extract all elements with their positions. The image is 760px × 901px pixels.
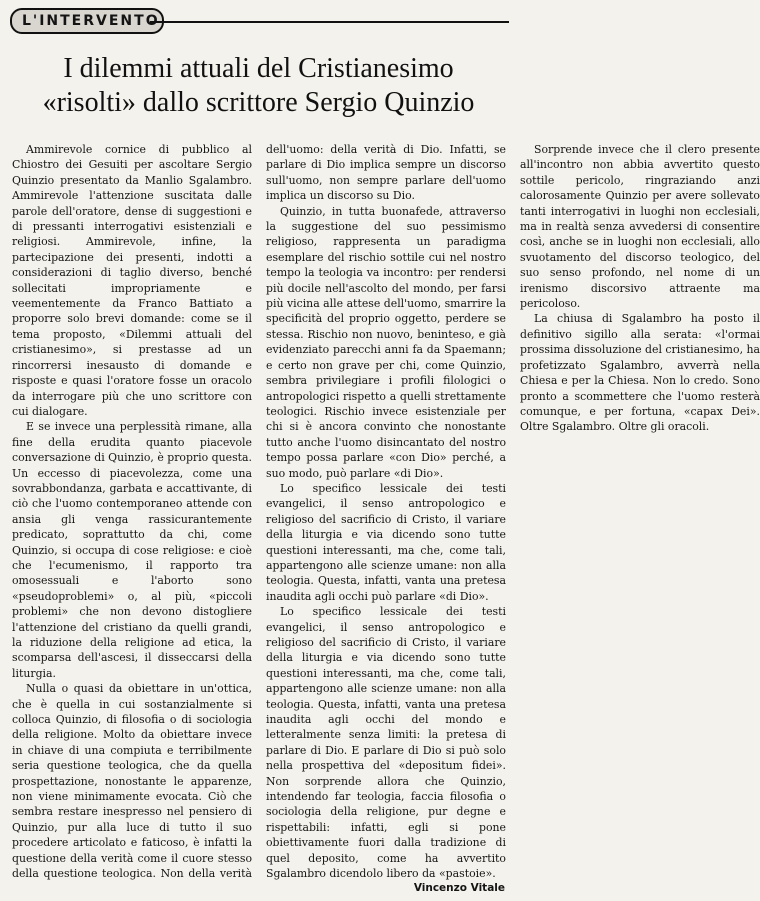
body-paragraph: La chiusa di Sgalambro ha posto il definitivo sigillo alla serata: «l'ormai prossima dissoluzione del cristianesimo, ha profetizzato Sgalambro, avverrà nella Chiesa e per la Chiesa. Non lo credo. Sono pronto a scommettere che l'uomo resterà comunque, e per fortuna, «capax Dei». Oltre Sgalambro. Oltre gli oracoli. xyxy=(520,312,760,434)
rubric-rule xyxy=(150,21,509,23)
body-paragraph: Ammirevole cornice di pubblico al Chiostro dei Gesuiti per ascoltare Sergio Quinzio presentato da Manlio Sgalambro. Ammirevole l'attenzione suscitata dalle parole dell'oratore, dense di suggestioni e di pressanti interrogativi esistenziali e religiosi. Ammirevole, infine, la partecipazione dei presenti, indotti a considerazioni di taglio diverso, benché sollecitati impropriamente e veementemente da Franco Battiato a proporre solo brevi domande: come se il tema proposto, «Dilemmi attuali del cristianesimo», si prestasse ad un rincorrersi inesausto di domande e risposte e quasi l'oratore fosse un oracolo da interrogare più che uno scrittore con cui dialogare. xyxy=(12,143,252,418)
article-body xyxy=(12,142,760,882)
body-paragraph: Sorprende invece che il clero presente all'incontro non abbia avvertito questo sottile pericolo, ringraziando anzi calorosamente Quinzio per avere sollevato tanti interrogativi in luoghi non ecclesiali, ma in realtà senza avvedersi di consentire così, anche se in luoghi non ecclesiali, allo svuotamento del discorso teologico, del suo senso profondo, nel nome di un irenismo discorsivo attraente ma pericoloso. xyxy=(520,143,760,311)
author-byline: Vincenzo Vitale xyxy=(413,882,505,894)
article-headline xyxy=(0,52,517,120)
body-paragraph: Lo specifico lessicale dei testi evangelici, il senso antropologico e religioso del sacrificio di Cristo, il variare della liturgia e via dicendo sono tutte questioni interessanti, ma che, come tali, appartengono alle scienze umane: non alla teologia. Questa, infatti, vanta una pretesa inaudita agli occhi del mondo e letteralmente senza limiti: la pretesa di parlare di Dio. E parlare di Dio si può solo nella prospettiva del «depositum fidei». Non sorprende allora che Quinzio, intendendo far teologia, faccia filosofia o sociologia della religione, pur degne e rispettabili: infatti, egli si pone obiettivamente fuori dalla tradizione di quel deposito, come ha avvertito Sgalambro dicendolo libero da «pastoie». xyxy=(266,605,506,881)
headline-line-2: «risolti» dallo scrittore Sergio Quinzio xyxy=(42,87,475,118)
body-paragraph: Nulla o quasi da obiettare in un'ottica, che è quella in cui sostanzialmente si colloca Quinzio, di filosofia o di sociologia della religione. Molto da obiettare invece in chiave di una compiuta e terribilmente seria questione teologica, che da quella prospettazione, nonostante le apparenze, non viene minimamente evocata. Ciò che sembra restare inespresso nel pensiero di Quinzio, pur alla luce di tutto il suo procedere articolato e faticoso, è infatti la questione della verità come il cuore stesso della questione teologica. Non della verità dell'uomo: della verità di Dio. Infatti, se parlare di Dio implica sempre un discorso sull'uomo, non sempre parlare dell'uomo implica un discorso su Dio. xyxy=(12,143,506,881)
body-paragraph: Lo specifico lessicale dei testi evangelici, il senso antropologico e religioso del sacrificio di Cristo, il variare della liturgia e via dicendo sono tutte questioni interessanti, ma che, come tali, appartengono alle scienze umane: non alla teologia. Questa, infatti, vanta una pretesa inaudita agli occhi può parlare «di Dio». xyxy=(266,481,506,603)
headline-line-1: I dilemmi attuali del Cristianesimo xyxy=(63,53,454,84)
section-rubric: L'INTERVENTO xyxy=(10,8,164,34)
body-paragraph: Quinzio, in tutta buonafede, attraverso la suggestione del suo pessimismo religioso, rappresenta un paradigma esemplare del rischio sottile cui nel nostro tempo la teologia va incontro: per rendersi più docile nell'ascolto del mondo, per farsi più vicina alle attese dell'uomo, smarrire la specificità del proprio oggetto, perdere se stessa. Rischio non nuovo, beninteso, e già evidenziato parecchi anni fa da Spaemann; e certo non grave per chi, come Quinzio, sembra privilegiare i profili filologici o antropologici rispetto a quelli strettamente teologici. Rischio invece esistenziale per chi si è ancora convinto che nonostante tutto anche l'uomo disincantato del nostro tempo possa parlare «con Dio» perché, a suo modo, può parlare «di Dio». xyxy=(266,204,506,480)
body-paragraph: E se invece una perplessità rimane, alla fine della erudita quanto piacevole conversazione di Quinzio, è proprio questa. Un eccesso di piacevolezza, come una sovrabbondanza, garbata e accattivante, di ciò che l'uomo contemporaneo attende con ansia gli venga rassicurantemente predicato, soprattutto da chi, come Quinzio, si occupa di cose religiose: e cioè che l'ecumenismo, il rapporto tra omosessuali e l'aborto sono «pseudoproblemi» o, al più, «piccoli problemi» che non devono distogliere l'attenzione del cristiano da quelli grandi, la riduzione della religione ad etica, la scomparsa dell'ascesi, il disseccarsi della liturgia. xyxy=(12,420,252,680)
